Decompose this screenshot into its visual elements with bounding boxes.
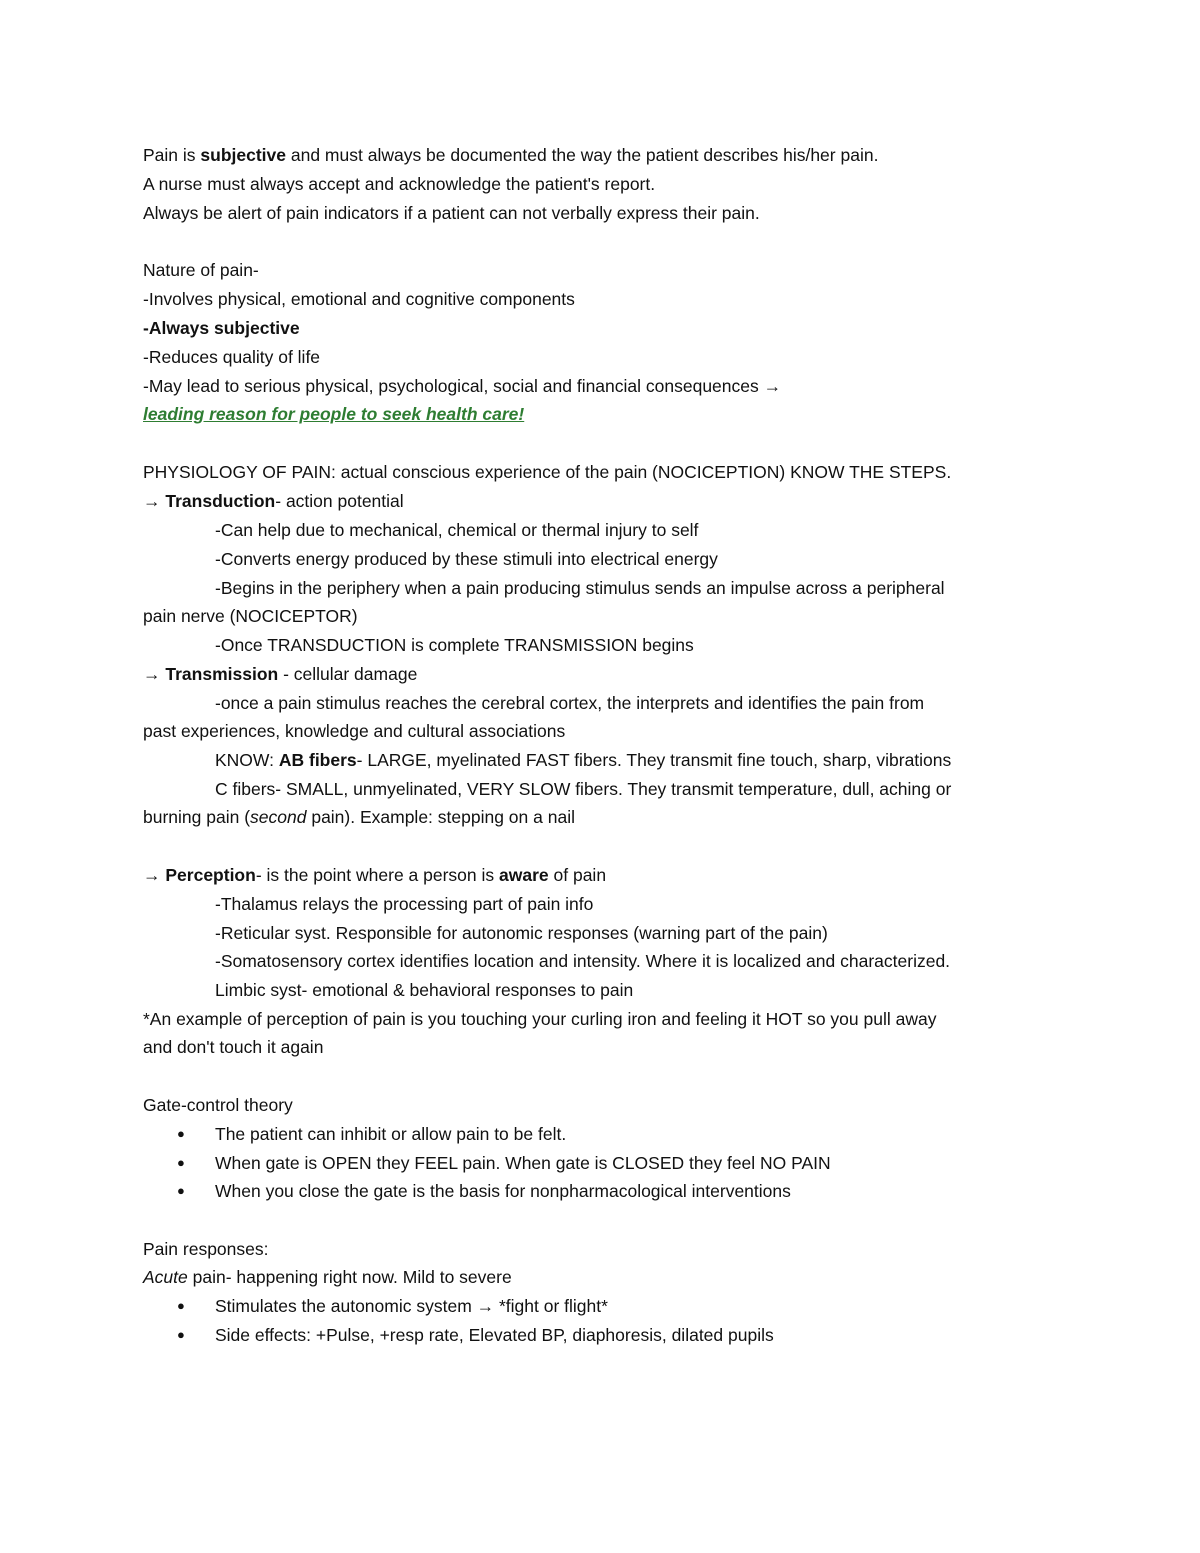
nature-item <box>143 375 781 397</box>
intro-line-2: A nurse must always accept and acknowledge the patient's report. <box>143 174 656 194</box>
transmission-item-wrap: past experiences, knowledge and cultural associations <box>143 721 566 741</box>
text: Pain is <box>143 145 201 165</box>
transduction-item: -Once TRANSDUCTION is complete TRANSMISSION begins <box>215 635 694 655</box>
response-item: Side effects: +Pulse, +resp rate, Elevated BP, diaphoresis, dilated pupils <box>215 1325 774 1345</box>
perception-example-wrap: and don't touch it again <box>143 1037 324 1057</box>
perception-example: *An example of perception of pain is you touching your curling iron and feeling it HOT so you pull away <box>143 1009 937 1029</box>
perception-item: -Somatosensory cortex identifies location and intensity. Where it is localized and characterized. <box>215 951 951 971</box>
physiology-heading: PHYSIOLOGY OF PAIN: actual conscious experience of the pain (NOCICEPTION) KNOW THE STEPS. <box>143 462 952 482</box>
text: - cellular damage <box>278 664 418 684</box>
perception-heading <box>143 864 606 886</box>
bold-text: aware <box>499 865 549 885</box>
transduction-heading <box>143 490 404 512</box>
gate-heading: Gate-control theory <box>143 1095 293 1115</box>
nature-item: -Reduces quality of life <box>143 347 321 367</box>
text: and must always be documented the way the patient describes his/her pain. <box>286 145 879 165</box>
text: KNOW: <box>215 750 279 770</box>
nature-heading: Nature of pain- <box>143 260 259 280</box>
transduction-item: -Begins in the periphery when a pain producing stimulus sends an impulse across a peripheral <box>215 578 945 598</box>
response-item: Stimulates the autonomic system → *fight or flight* <box>215 1296 608 1316</box>
ab-fibers-line <box>215 749 951 771</box>
responses-heading: Pain responses: <box>143 1239 269 1259</box>
c-fibers-line-wrap <box>143 806 575 828</box>
arrow-icon: → <box>143 664 166 684</box>
arrow-icon: → <box>143 491 166 511</box>
text: - action potential <box>275 491 404 511</box>
nature-item: -Involves physical, emotional and cognitive components <box>143 289 575 309</box>
transduction-item: -Converts energy produced by these stimuli into electrical energy <box>215 549 718 569</box>
term: Transduction <box>165 491 276 511</box>
bullet-icon: ● <box>177 1183 185 1198</box>
gate-item: When you close the gate is the basis for nonpharmacological interventions <box>215 1181 791 1201</box>
bold-text: subjective <box>200 145 286 165</box>
text: -May lead to serious physical, psychological, social and financial consequences → <box>143 376 782 396</box>
text: pain). Example: stepping on a nail <box>306 807 575 827</box>
term: Transmission <box>165 664 279 684</box>
transmission-heading <box>143 663 417 685</box>
perception-item: -Reticular syst. Responsible for autonomic responses (warning part of the pain) <box>215 923 828 943</box>
text: of pain <box>548 865 607 885</box>
text: - is the point where a person is <box>255 865 500 885</box>
gate-item: The patient can inhibit or allow pain to be felt. <box>215 1124 567 1144</box>
intro-line-1 <box>143 144 878 166</box>
text: burning pain ( <box>143 807 251 827</box>
arrow-icon: → <box>143 865 166 885</box>
bullet-icon: ● <box>177 1126 185 1141</box>
bullet-icon: ● <box>177 1327 185 1342</box>
italic-text: second <box>250 807 307 827</box>
transduction-item-wrap: pain nerve (NOCICEPTOR) <box>143 606 358 626</box>
gate-item: When gate is OPEN they FEEL pain. When gate is CLOSED they feel NO PAIN <box>215 1153 831 1173</box>
text: - LARGE, myelinated FAST fibers. They transmit fine touch, sharp, vibrations <box>356 750 952 770</box>
italic-text: Acute <box>143 1267 188 1287</box>
bullet-icon: ● <box>177 1155 185 1170</box>
transduction-item: -Can help due to mechanical, chemical or thermal injury to self <box>215 520 699 540</box>
bullet-icon: ● <box>177 1298 185 1313</box>
intro-line-3: Always be alert of pain indicators if a patient can not verbally express their pain. <box>143 203 760 223</box>
acute-line <box>143 1266 512 1288</box>
nature-emphasis: leading reason for people to seek health care! <box>143 404 525 424</box>
term: Perception <box>165 865 256 885</box>
transmission-item: -once a pain stimulus reaches the cerebral cortex, the interprets and identifies the pain from <box>215 693 925 713</box>
perception-item: -Thalamus relays the processing part of pain info <box>215 894 594 914</box>
perception-item: Limbic syst- emotional & behavioral responses to pain <box>215 980 634 1000</box>
nature-item: -Always subjective <box>143 318 300 338</box>
text: pain- happening right now. Mild to severe <box>187 1267 512 1287</box>
term: AB fibers <box>278 750 357 770</box>
c-fibers-line: C fibers- SMALL, unmyelinated, VERY SLOW fibers. They transmit temperature, dull, aching or <box>215 779 952 799</box>
